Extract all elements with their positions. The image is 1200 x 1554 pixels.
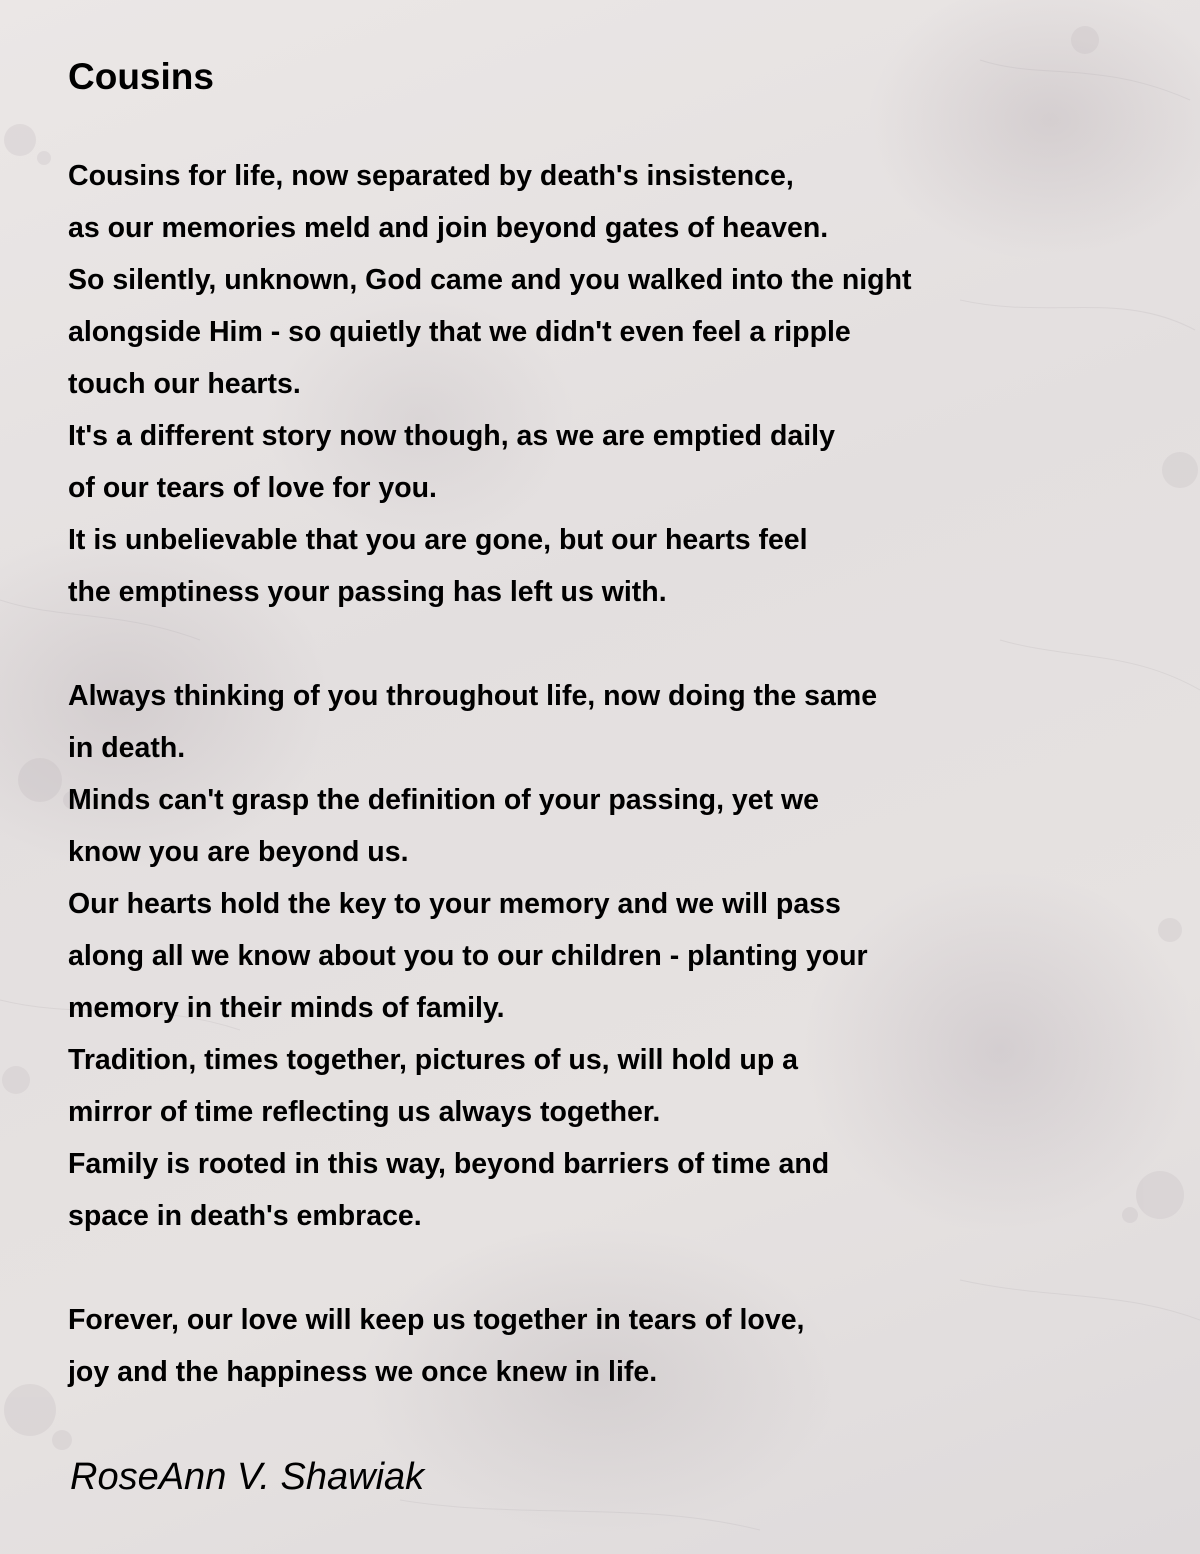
poem-line: Forever, our love will keep us together in tears of love, (68, 1304, 805, 1336)
poem-line: Family is rooted in this way, beyond barriers of time and (68, 1148, 830, 1180)
stanza-2 (68, 670, 1148, 1242)
poem-line: Always thinking of you throughout life, now doing the same (68, 680, 878, 712)
poem-line: space in death's embrace. (68, 1200, 422, 1232)
poem-author: RoseAnn V. Shawiak (70, 1456, 425, 1498)
poem-line: as our memories meld and join beyond gates of heaven. (68, 212, 829, 244)
poem-line: Tradition, times together, pictures of us, will hold up a (68, 1044, 798, 1076)
poem-line: touch our hearts. (68, 368, 301, 400)
poem-line: Our hearts hold the key to your memory and we will pass (68, 888, 841, 920)
poem-line: joy and the happiness we once knew in life. (68, 1356, 658, 1388)
poem-line: mirror of time reflecting us always together. (68, 1096, 661, 1128)
poem-line: along all we know about you to our children - planting your (68, 940, 868, 972)
poem-line: in death. (68, 732, 186, 764)
poem-body (68, 150, 1148, 1450)
poem-line: alongside Him - so quietly that we didn't even feel a ripple (68, 316, 851, 348)
poem-line: the emptiness your passing has left us with. (68, 576, 667, 608)
stanza-1 (68, 150, 1148, 618)
poem-line: of our tears of love for you. (68, 472, 437, 504)
poem-line: It's a different story now though, as we are emptied daily (68, 420, 835, 452)
poem-line: It is unbelievable that you are gone, but our hearts feel (68, 524, 808, 556)
stanza-3 (68, 1294, 1148, 1398)
poem-line: So silently, unknown, God came and you walked into the night (68, 264, 912, 296)
poem-line: Minds can't grasp the definition of your passing, yet we (68, 784, 820, 816)
poem-title: Cousins (68, 56, 214, 97)
poem-line: memory in their minds of family. (68, 992, 505, 1024)
poem-line: know you are beyond us. (68, 836, 409, 868)
poem-line: Cousins for life, now separated by death's insistence, (68, 160, 794, 192)
